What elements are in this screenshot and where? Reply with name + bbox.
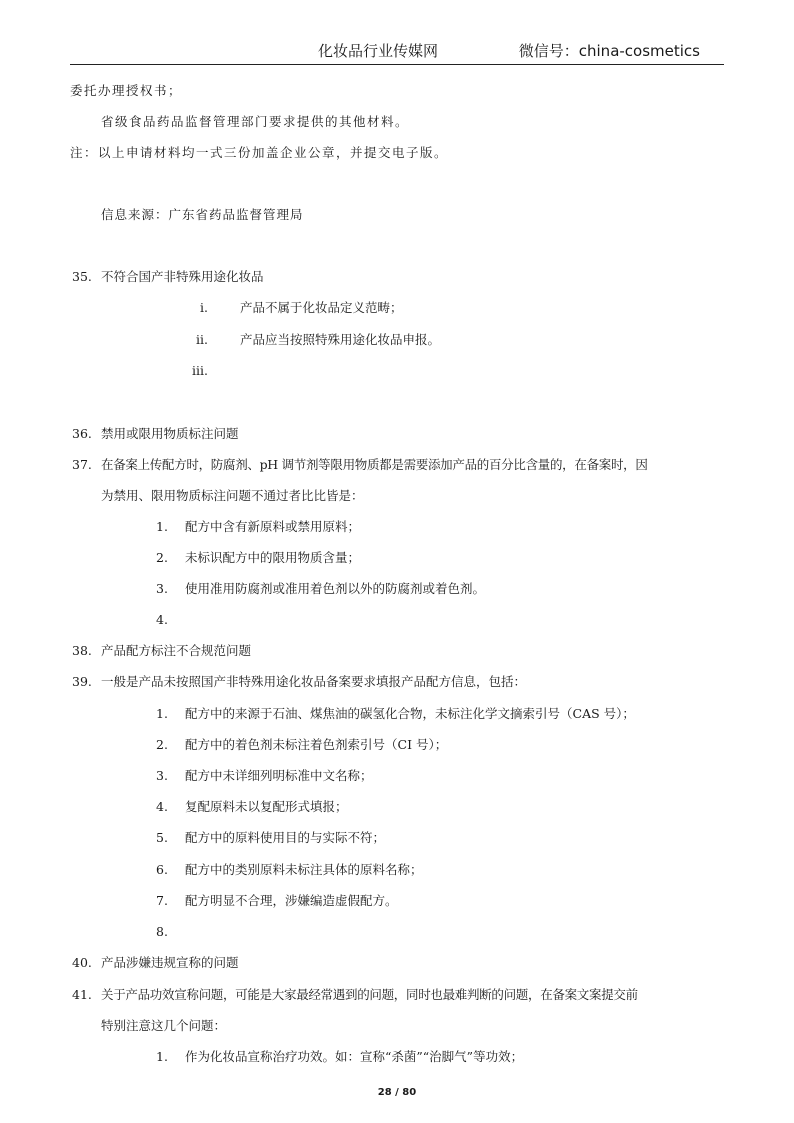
item-paragraph: 关于产品功效宣称问题，可能是大家最经常遇到的问题，同时也最难判断的问题，在备案文案提交前: [101, 987, 638, 1002]
list-number: 2.: [156, 737, 168, 752]
item-heading: 产品配方标注不合规范问题: [101, 643, 252, 658]
header-site-name: 化妆品行业传媒网: [318, 42, 439, 60]
list-number: 3.: [156, 768, 168, 783]
paragraph-other-materials: 省级食品药品监督管理部门要求提供的其他材料。: [101, 114, 410, 129]
list-number: 6.: [156, 862, 168, 877]
item-number: 41.: [72, 987, 92, 1002]
roman-number: ii.: [196, 332, 208, 347]
item-number: 38.: [72, 643, 92, 658]
list-item: 复配原料未以复配形式填报；: [185, 799, 348, 814]
list-item: 配方中的类别原料未标注具体的原料名称；: [185, 862, 423, 877]
list-number: 1.: [156, 1049, 168, 1064]
list-number: 2.: [156, 550, 168, 565]
item-heading: 产品涉嫌违规宣称的问题: [101, 955, 239, 970]
item-number: 35.: [72, 269, 92, 284]
item-heading: 不符合国产非特殊用途化妆品: [101, 269, 264, 284]
list-number: 8.: [156, 924, 168, 939]
list-item: 配方中的来源于石油、煤焦油的碳氢化合物，未标注化学文摘索引号（CAS 号）；: [185, 706, 635, 721]
list-item: 产品应当按照特殊用途化妆品申报。: [240, 332, 441, 347]
list-number: 4.: [156, 612, 168, 627]
list-item: 配方中未详细列明标准中文名称；: [185, 768, 373, 783]
list-item: 产品不属于化妆品定义范畴；: [240, 300, 403, 315]
list-item: 作为化妆品宣称治疗功效。如：宣称“杀菌”“治脚气”等功效；: [185, 1049, 524, 1064]
source-paragraph: 信息来源：广东省药品监督管理局: [101, 207, 304, 222]
item-number: 36.: [72, 426, 92, 441]
list-item: 配方明显不合理，涉嫌编造虚假配方。: [185, 893, 398, 908]
list-item: 配方中含有新原料或禁用原料；: [185, 519, 361, 534]
item-paragraph: 在备案上传配方时，防腐剂、pH 调节剂等限用物质都是需要添加产品的百分比含量的，在备案时，因: [101, 457, 648, 472]
roman-number: iii.: [192, 363, 208, 378]
paragraph-authorization: 委托办理授权书；: [70, 83, 183, 98]
list-item: 未标识配方中的限用物质含量；: [185, 550, 361, 565]
list-number: 1.: [156, 519, 168, 534]
header-wechat-id: 微信号：china-cosmetics: [518, 42, 700, 60]
list-number: 1.: [156, 706, 168, 721]
item-number: 39.: [72, 674, 92, 689]
item-paragraph-continuation: 为禁用、限用物质标注问题不通过者比比皆是：: [101, 488, 364, 503]
item-paragraph: 一般是产品未按照国产非特殊用途化妆品备案要求填报产品配方信息，包括：: [101, 674, 527, 689]
list-number: 3.: [156, 581, 168, 596]
note-paragraph: 注：以上申请材料均一式三份加盖企业公章，并提交电子版。: [70, 145, 449, 160]
page-header: [70, 40, 724, 65]
roman-number: i.: [200, 300, 208, 315]
list-item: 配方中的原料使用目的与实际不符；: [185, 830, 386, 845]
list-number: 5.: [156, 830, 168, 845]
item-paragraph-continuation: 特别注意这几个问题：: [101, 1018, 227, 1033]
list-number: 7.: [156, 893, 168, 908]
item-number: 37.: [72, 457, 92, 472]
item-heading: 禁用或限用物质标注问题: [101, 426, 239, 441]
list-item: 使用准用防腐剂或准用着色剂以外的防腐剂或着色剂。: [185, 581, 486, 596]
list-number: 4.: [156, 799, 168, 814]
page-number: 28 / 80: [377, 1087, 417, 1098]
list-item: 配方中的着色剂未标注着色剂索引号（CI 号）；: [185, 737, 448, 752]
item-number: 40.: [72, 955, 92, 970]
